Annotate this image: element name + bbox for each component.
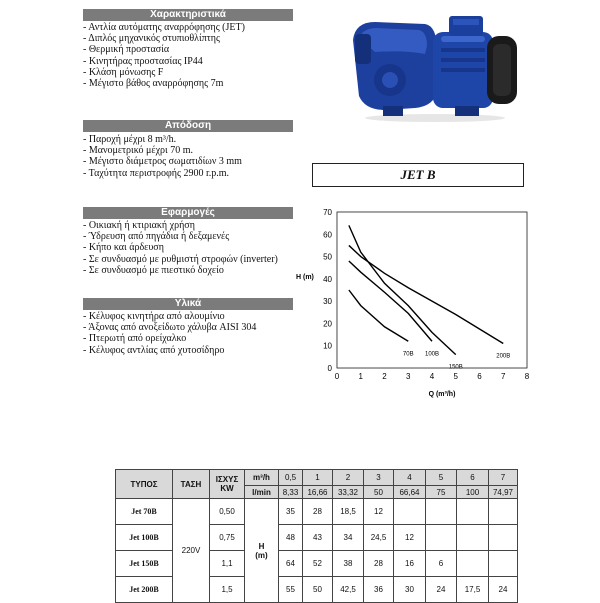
model-cell: Jet 150B (116, 551, 173, 577)
flow-m3h-cell: 2 (333, 470, 364, 486)
model-title: JET B (400, 167, 436, 182)
power-cell: 1,5 (210, 577, 245, 603)
head-unit: (m) (255, 550, 268, 560)
flow-unit-lmin: l/min (245, 486, 279, 499)
head-cell: 17,5 (457, 577, 489, 603)
feature-item: - Μέγιστο βάθος αναρρόφησης 7m (83, 78, 224, 90)
col-power-header (210, 470, 245, 499)
y-tick-label: 60 (323, 230, 332, 240)
features-list (83, 22, 245, 89)
x-tick-label: 2 (382, 372, 387, 381)
head-cell: 64 (279, 551, 303, 577)
flow-lmin-cell: 75 (426, 486, 457, 499)
feature-item: - Αντλία αυτόματης αναρρόφησης (JET) (83, 22, 245, 33)
flow-m3h-cell: 0,5 (279, 470, 303, 486)
head-label: H (258, 541, 265, 551)
application-item: - Κήπο και άρδευση (83, 242, 164, 254)
head-cell (489, 525, 518, 551)
head-cell: 24 (426, 577, 457, 603)
application-item: - Σε συνδυασμό με πιεστικό δοχείο (83, 264, 224, 276)
y-tick-label: 30 (323, 297, 332, 307)
model-cell: Jet 70B (116, 499, 173, 525)
y-tick-label: 40 (323, 274, 332, 284)
curve-label-150B: 150B (448, 364, 463, 371)
application-item: - Οικιακή ή κτιριακή χρήση (83, 220, 195, 231)
plot-frame (337, 212, 527, 368)
x-tick-label: 8 (524, 372, 530, 381)
flow-m3h-cell: 6 (457, 470, 489, 486)
head-cell: 48 (279, 525, 303, 551)
applications-header: Εφαρμογές (83, 207, 293, 219)
flow-lmin-cell: 74,97 (489, 486, 518, 499)
performance-item: - Μέγιστο διάμετρος σωματιδίων 3 mm (83, 156, 242, 168)
head-label-cell (245, 499, 279, 603)
head-cell (457, 551, 489, 577)
head-cell: 6 (426, 551, 457, 577)
flow-lmin-cell: 16,66 (303, 486, 333, 499)
flow-lmin-cell: 33,32 (333, 486, 364, 499)
table-row (116, 499, 518, 525)
head-cell: 18,5 (333, 499, 364, 525)
x-tick-label: 3 (406, 372, 411, 381)
material-item: - Πτερωτή από ορείχαλκο (83, 333, 187, 345)
head-cell (426, 499, 457, 525)
feature-item: - Κινητήρας προστασίας IP44 (83, 55, 203, 67)
performance-curve-chart (292, 200, 542, 410)
power-cell: 0,50 (210, 499, 245, 525)
material-item: - Κέλυφος αντλίας από χυτοσίδηρο (83, 344, 225, 356)
head-cell: 35 (279, 499, 303, 525)
material-item: - Κέλυφος κινητήρα από αλουμίνιο (83, 311, 225, 322)
y-tick-label: 70 (323, 208, 332, 217)
feature-item: - Κλάση μόνωσης F (83, 66, 164, 78)
col-type-header: ΤΥΠΟΣ (116, 470, 173, 499)
head-cell (489, 499, 518, 525)
flow-lmin-cell: 100 (457, 486, 489, 499)
col-voltage-header: ΤΑΣΗ (173, 470, 210, 499)
performance-header: Απόδοση (83, 120, 293, 132)
head-cell: 50 (303, 577, 333, 603)
model-title-box (312, 163, 524, 187)
head-cell: 55 (279, 577, 303, 603)
applications-list (83, 220, 278, 276)
feature-item: - Διπλός μηχανικός στυπιοθλίπτης (83, 33, 220, 45)
flow-m3h-cell: 4 (394, 470, 426, 486)
voltage-cell: 220V (173, 499, 210, 603)
features-header: Χαρακτηριστικά (83, 9, 293, 21)
head-cell: 24,5 (364, 525, 394, 551)
x-tick-label: 4 (429, 372, 435, 381)
y-tick-label: 20 (323, 319, 332, 329)
head-cell: 30 (394, 577, 426, 603)
flow-m3h-cell: 7 (489, 470, 518, 486)
x-axis-label: Q (m³/h) (428, 391, 456, 398)
flow-unit-m3h: m³/h (245, 470, 279, 486)
head-cell: 28 (364, 551, 394, 577)
head-cell (394, 499, 426, 525)
flow-lmin-cell: 66,64 (394, 486, 426, 499)
head-cell: 43 (303, 525, 333, 551)
x-tick-label: 5 (453, 372, 458, 381)
curve-label-100B: 100B (424, 351, 440, 358)
head-cell: 24 (489, 577, 518, 603)
head-cell: 36 (364, 577, 394, 603)
material-item: - Άξονας από ανοξείδωτο χάλυβα AISI 304 (83, 322, 257, 334)
head-cell (426, 525, 457, 551)
head-cell: 38 (333, 551, 364, 577)
head-cell: 34 (333, 525, 364, 551)
feature-item: - Θερμική προστασία (83, 44, 170, 56)
y-tick-label: 0 (327, 364, 332, 373)
head-cell: 42,5 (333, 577, 364, 603)
head-cell: 12 (364, 499, 394, 525)
x-tick-label: 0 (334, 372, 340, 381)
chart-axes (337, 212, 527, 368)
flow-m3h-cell: 5 (426, 470, 457, 486)
head-cell (457, 525, 489, 551)
y-tick-label: 50 (323, 252, 332, 262)
curve-label-70B: 70B (402, 351, 414, 358)
power-cell: 1,1 (210, 551, 245, 577)
x-tick-label: 6 (477, 372, 482, 381)
col-power-unit: KW (220, 484, 234, 493)
model-cell: Jet 200B (116, 577, 173, 603)
materials-list (83, 311, 256, 356)
head-cell: 16 (394, 551, 426, 577)
head-cell: 28 (303, 499, 333, 525)
pump-image (345, 10, 525, 122)
performance-item: - Παροχή μέχρι 8 m³/h. (83, 134, 177, 145)
application-item: - Ύδρευση από πηγάδια ή δεξαμενές (83, 231, 230, 243)
performance-item: - Ταχύτητα περιστροφής 2900 r.p.m. (83, 167, 230, 179)
x-tick-label: 1 (358, 372, 363, 381)
spec-table (115, 469, 518, 603)
model-cell: Jet 100B (116, 525, 173, 551)
power-cell: 0,75 (210, 525, 245, 551)
materials-header: Υλικά (83, 298, 293, 310)
head-cell: 12 (394, 525, 426, 551)
y-tick-label: 10 (323, 341, 332, 351)
x-tick-label: 7 (501, 372, 506, 381)
head-cell (457, 499, 489, 525)
head-cell: 52 (303, 551, 333, 577)
curve-label-200B: 200B (496, 353, 511, 360)
head-cell (489, 551, 518, 577)
flow-m3h-cell: 3 (364, 470, 394, 486)
flow-lmin-cell: 50 (364, 486, 394, 499)
application-item: - Σε συνδυασμό με ρυθμιστή στροφών (inverter) (83, 253, 278, 265)
performance-list (83, 134, 242, 179)
flow-m3h-cell: 1 (303, 470, 333, 486)
y-axis-label: H (m) (296, 273, 314, 281)
flow-lmin-cell: 8,33 (279, 486, 303, 499)
col-power-label: ΙΣΧΥΣ (215, 475, 239, 484)
performance-item: - Μανομετρικό μέχρι 70 m. (83, 145, 194, 157)
